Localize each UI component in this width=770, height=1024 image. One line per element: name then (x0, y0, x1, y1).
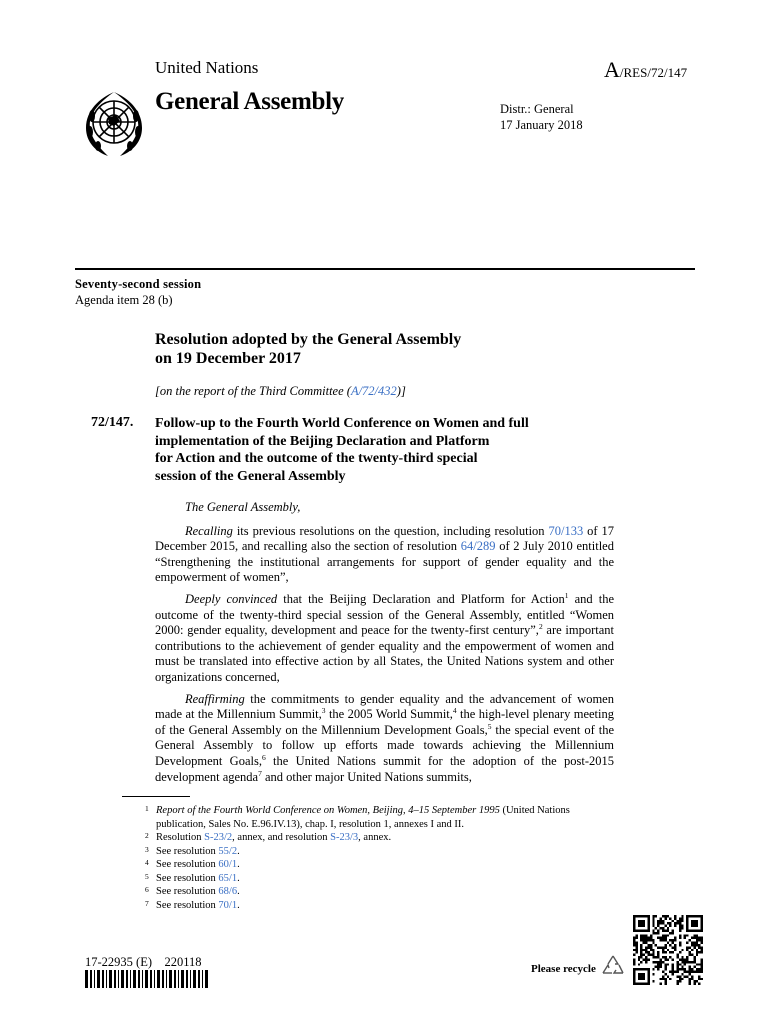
footnote-1 (145, 804, 615, 831)
resolution-title-line2: on 19 December 2017 (155, 350, 301, 367)
resolution-link[interactable]: 65/1 (218, 872, 238, 884)
report-suffix: )] (396, 384, 406, 398)
recycle-label: Please recycle (531, 963, 596, 975)
paragraph-text: the United Nations summit for the adoption of the post-2015 development agenda (155, 753, 614, 784)
footnote-text: See resolution (156, 886, 219, 897)
committee-report-note (155, 384, 406, 399)
paragraph-text: and the outcome of the twenty-third special session of the General Assembly, entitled “Women 2000: gender equality, development and peace for the twenty-first century”, (155, 591, 614, 638)
resolution-title (155, 330, 461, 368)
footnote-ref[interactable]: 5 (487, 721, 492, 731)
footnote-3 (145, 845, 615, 859)
un-emblem-icon (78, 88, 150, 160)
footnote-number: 4 (145, 858, 149, 867)
paragraph-text: are important contributions to the achievement of gender equality and the empowerment of women and must be translated into effective action by all States, the United Nations system and other organizations concerned, (155, 623, 614, 684)
footnote-number: 3 (145, 844, 149, 854)
qr-code-icon (633, 915, 703, 985)
footnote-text: See resolution (156, 899, 219, 911)
footnote-text: See resolution (156, 872, 219, 884)
resolution-link[interactable]: 55/2 (218, 845, 238, 857)
resolution-heading-line2: implementation of the Beijing Declaration and Platform (155, 433, 490, 449)
resolution-body (155, 500, 614, 791)
paragraph-lead: Deeply convinced (185, 591, 278, 606)
footnote-number: 1 (145, 804, 149, 813)
paragraph-text: the special event of the General Assembly to follow up efforts made towards achieving the Millennium Development Goals, (155, 722, 615, 768)
paragraph-text: and other major United Nations summits, (261, 769, 472, 784)
footnote-separator (122, 796, 190, 797)
footnote-text: (United Nations publication, Sales No. E.96.IV.13), chap. I, resolution 1, annexes I and II. (156, 805, 570, 830)
footnote-text: Report of the Fourth World Conference on Women, Beijing, 4–15 September 1995 (156, 805, 500, 816)
footnote-number: 2 (145, 831, 149, 840)
footnote-6 (145, 885, 615, 899)
footnote-number: 7 (145, 898, 149, 908)
paragraph-text: that the Beijing Declaration and Platform for Action (277, 591, 565, 606)
resolution-title-line1: Resolution adopted by the General Assembly (155, 331, 462, 348)
paragraph-text: the high-level plenary meeting of the General Assembly on the Millennium Development Goals, (155, 707, 614, 737)
resolution-link[interactable]: 68/6 (218, 886, 238, 897)
footnote-number: 5 (145, 871, 149, 881)
document-symbol (604, 57, 687, 83)
session-block (75, 276, 201, 308)
footnote-text: Resolution (156, 832, 205, 843)
paragraph-text: its previous resolutions on the question, including resolution (232, 523, 549, 538)
footnote-7 (145, 899, 615, 913)
organization-name: United Nations (155, 58, 259, 77)
resolution-heading-line1: Follow-up to the Fourth World Conference on Women and full (155, 416, 529, 431)
resolution-number: 72/147. (91, 415, 134, 430)
paragraph-text: the commitments to gender equality and the advancement of women made at the Millennium Summit, (155, 691, 614, 722)
document-symbol-initial: A (604, 57, 620, 82)
paragraph-lead: Recalling (185, 523, 233, 538)
footnote-text: See resolution (156, 859, 219, 870)
agenda-item: Agenda item 28 (b) (75, 293, 173, 307)
footnote-ref[interactable]: 3 (321, 706, 326, 716)
resolution-heading (155, 415, 625, 485)
footnote-5 (145, 872, 615, 886)
paragraph-reaffirming (155, 692, 614, 786)
footnote-ref[interactable]: 6 (261, 752, 266, 762)
recycle-icon (599, 953, 627, 981)
paragraph-text: the 2005 World Summit, (325, 707, 453, 722)
resolution-link[interactable]: 70/1 (218, 899, 238, 911)
opening-phrase: The General Assembly, (185, 500, 301, 514)
resolution-link[interactable]: S-23/3 (330, 832, 359, 843)
footnote-text: , annex, and resolution (232, 832, 331, 843)
footnote-text: . (237, 899, 240, 911)
report-link[interactable]: A/72/432 (350, 384, 397, 398)
footnote-text: . (237, 872, 240, 884)
footnote-2 (145, 831, 615, 845)
general-assembly-title: General Assembly (155, 88, 344, 115)
footnotes (145, 804, 615, 912)
distribution-block (500, 101, 583, 133)
resolution-link[interactable]: 60/1 (218, 859, 238, 870)
footnote-number: 6 (145, 885, 149, 894)
footnote-ref[interactable]: 7 (258, 768, 262, 778)
barcode-icon (85, 970, 209, 988)
footnote-text: See resolution (156, 845, 219, 857)
session-name: Seventy-second session (75, 277, 202, 291)
issue-date: 17 January 2018 (500, 118, 583, 132)
job-number: 17-22935 (E) 220118 (85, 955, 202, 969)
resolution-heading-line4: session of the General Assembly (155, 468, 346, 484)
resolution-link[interactable]: 64/289 (460, 539, 496, 554)
footnote-text: . (237, 859, 240, 870)
paragraph-deeply-convinced (155, 592, 614, 686)
header-rule (75, 268, 695, 270)
paragraph-text: of 17 December 2015, and recalling also the section of resolution (155, 523, 614, 554)
paragraph-text: of 2 July 2010 entitled “Strengthening the institutional arrangements for support of gender equality and the empowerment of women”, (155, 539, 614, 585)
document-symbol-rest: /RES/72/147 (619, 65, 688, 80)
distribution: Distr.: General (500, 102, 574, 116)
resolution-link[interactable]: S-23/2 (204, 832, 233, 843)
footnote-ref[interactable]: 1 (564, 590, 569, 600)
paragraph-recalling (155, 524, 614, 586)
resolution-link[interactable]: 70/133 (548, 523, 584, 538)
footnote-text: , annex. (358, 832, 392, 843)
report-prefix: [on the report of the Third Committee ( (155, 384, 351, 398)
resolution-heading-line3: for Action and the outcome of the twenty-third special (155, 451, 478, 466)
paragraph-lead: Reaffirming (185, 691, 245, 706)
footnote-ref[interactable]: 2 (538, 622, 543, 632)
footnote-4 (145, 858, 615, 872)
footnote-text: . (237, 886, 240, 897)
footnote-ref[interactable]: 4 (452, 706, 457, 716)
footnote-text: . (237, 845, 240, 857)
